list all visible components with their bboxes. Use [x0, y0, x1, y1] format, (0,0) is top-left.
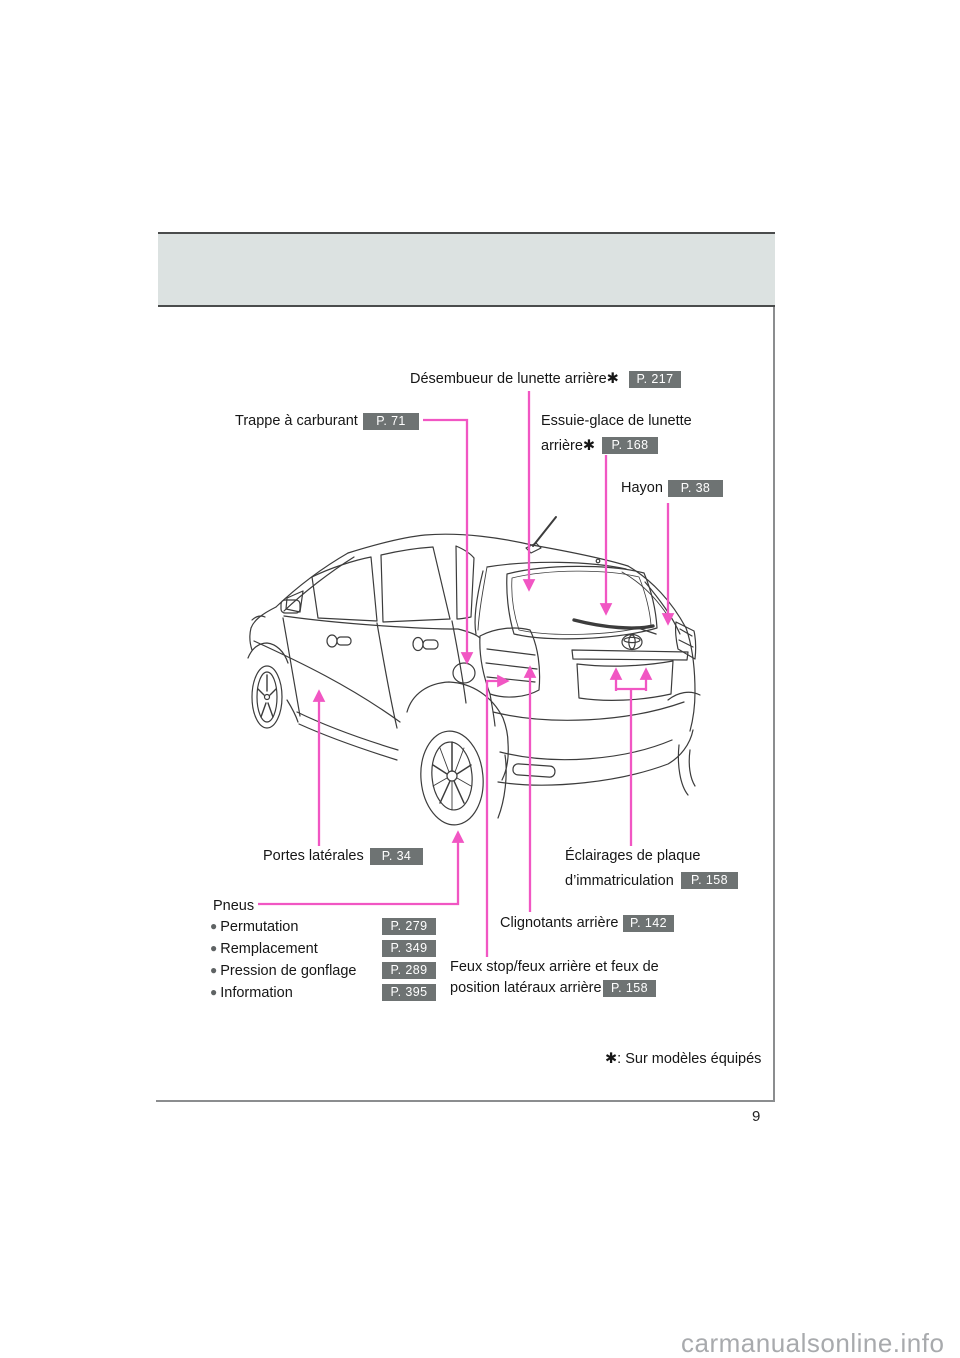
page-ref-clignotants: P. 142: [623, 915, 674, 932]
bullet-icon: ●: [210, 985, 218, 999]
page-ref-remplacement: P. 349: [382, 940, 436, 957]
label-portes: Portes latérales: [263, 848, 364, 864]
pneus-item-label: Remplacement: [220, 941, 318, 957]
pneus-item-permutation: [210, 917, 298, 936]
label-hayon: Hayon: [621, 480, 663, 496]
bullet-icon: ●: [210, 963, 218, 977]
pneus-item-label: Information: [220, 985, 293, 1001]
label-trappe: Trappe à carburant: [235, 413, 358, 429]
page-ref-information: P. 395: [382, 984, 436, 1001]
label-pneus-title: Pneus: [213, 898, 255, 914]
pneus-item-information: [210, 983, 293, 1002]
page-ref-eclairages: P. 158: [681, 872, 738, 889]
pneus-item-remplacement: [210, 939, 318, 958]
callout-line-pneus: [258, 834, 458, 904]
callout-line-trappe: [423, 420, 467, 661]
page-ref-hayon: P. 38: [668, 480, 723, 497]
page-ref-essuie: P. 168: [602, 437, 658, 454]
callout-line-eclairages: [616, 689, 646, 846]
page-ref-trappe: P. 71: [363, 413, 419, 430]
page-ref-pression: P. 289: [382, 962, 436, 979]
bullet-icon: ●: [210, 941, 218, 955]
page-ref-portes: P. 34: [370, 848, 423, 865]
bullet-icon: ●: [210, 919, 218, 933]
pneus-item-label: Permutation: [220, 919, 299, 935]
label-eclairages-line2: d’immatriculation: [565, 873, 674, 889]
watermark: carmanualsonline.info: [681, 1328, 945, 1358]
page-frame-bottom-border: [156, 1100, 775, 1102]
page-frame-right-border: [773, 307, 775, 1100]
pneus-item-pression: [210, 961, 357, 980]
label-essuie-line2: arrière✱: [541, 438, 596, 454]
toyota-emblem-icon: [622, 635, 642, 650]
label-feux-line1: Feux stop/feux arrière et feux de: [450, 959, 659, 975]
label-feux-line2: position latéraux arrière: [450, 980, 602, 996]
page-ref-permutation: P. 279: [382, 918, 436, 935]
page-ref-feux: P. 158: [603, 980, 656, 997]
pneus-item-label: Pression de gonflage: [220, 963, 357, 979]
page-ref-desembueur: P. 217: [629, 371, 681, 388]
label-clignotants: Clignotants arrière: [500, 915, 619, 931]
footnote-asterisk: ✱: Sur modèles équipés: [605, 1051, 762, 1067]
car-illustration: [248, 517, 700, 828]
label-essuie-line1: Essuie-glace de lunette: [541, 413, 692, 429]
page-number: 9: [752, 1108, 761, 1125]
label-desembueur: Désembueur de lunette arrière✱: [410, 371, 619, 387]
label-eclairages-line1: Éclairages de plaque: [565, 848, 701, 864]
